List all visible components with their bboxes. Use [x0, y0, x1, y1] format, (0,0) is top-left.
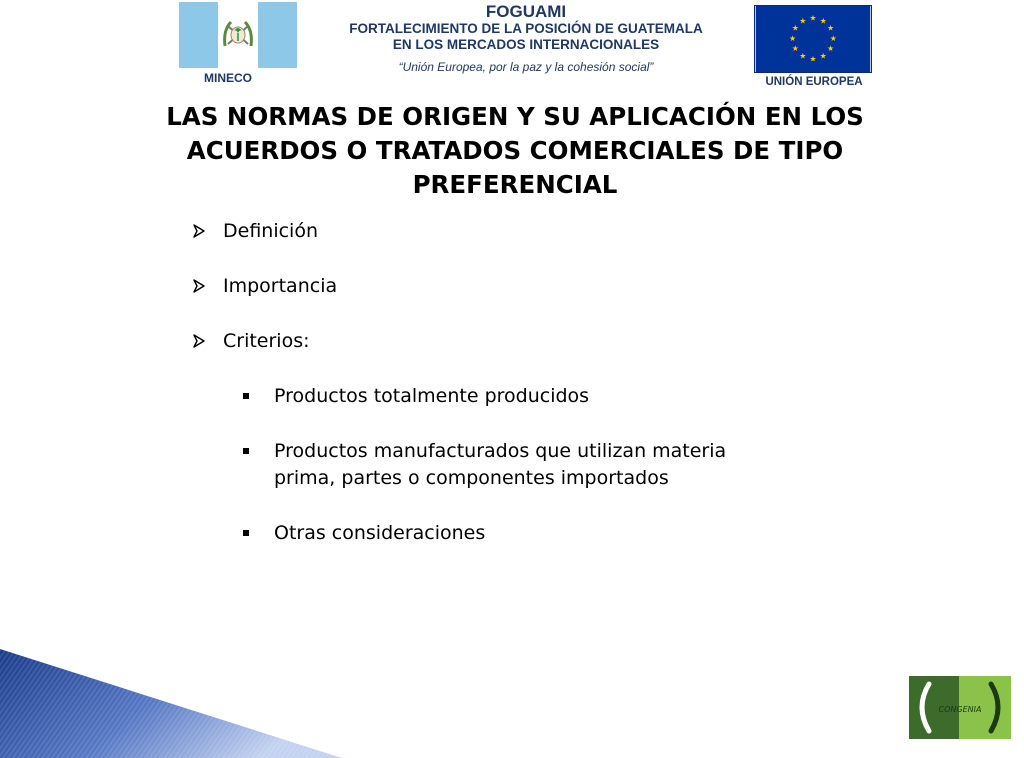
sub-bullet-text: Productos totalmente producidos [274, 385, 590, 407]
foguami-line-2: EN LOS MERCADOS INTERNACIONALES [392, 37, 660, 52]
logo-text: CONGENIA [938, 705, 982, 714]
svg-text:★: ★ [827, 44, 835, 54]
svg-text:★: ★ [819, 16, 827, 26]
arrow-bullet-icon [192, 334, 206, 348]
svg-text:★: ★ [791, 23, 799, 33]
foguami-motto: “Unión Europea, por la paz y la cohesión social” [398, 60, 654, 74]
sub-bullet-text: Productos manufacturados que utilizan materia prima, partes o componentes importados [274, 440, 727, 489]
eu-label: UNIÓN EUROPEA [765, 76, 863, 88]
svg-text:★: ★ [791, 44, 799, 54]
arrow-bullet-icon [192, 224, 206, 238]
sub-bullet-item [243, 520, 744, 547]
foguami-line-1: FORTALECIMIENTO DE LA POSICIÓN DE GUATEMALA [349, 21, 703, 36]
svg-text:★: ★ [829, 33, 837, 43]
slide-title: LAS NORMAS DE ORIGEN Y SU APLICACIÓN EN LOS ACUERDOS O TRATADOS COMERCIALES DE TIPO PREFERENCIAL [166, 102, 864, 199]
congenia-logo [909, 676, 1011, 739]
sub-bullet-item [243, 383, 744, 410]
decorative-wedge [0, 649, 342, 758]
logo-brackets-icon [909, 676, 1011, 739]
bullet-text: Criterios: [223, 330, 310, 352]
svg-text:★: ★ [799, 16, 807, 26]
svg-text:★: ★ [809, 54, 817, 64]
sub-bullet-text: Otras consideraciones [274, 522, 486, 544]
square-bullet-icon [243, 448, 249, 454]
bullet-item [192, 328, 752, 355]
bullet-item [192, 273, 752, 300]
flag-stripe-right [258, 2, 297, 68]
svg-text:★: ★ [827, 23, 835, 33]
svg-text:★: ★ [819, 51, 827, 61]
svg-text:★: ★ [799, 51, 807, 61]
bullet-item [192, 218, 752, 245]
foguami-title: FOGUAMI [485, 2, 567, 21]
bullet-text: Definición [223, 220, 318, 242]
svg-text:★: ★ [809, 13, 817, 23]
bullet-list [192, 218, 752, 575]
square-bullet-icon [243, 530, 249, 536]
svg-text:★: ★ [789, 33, 797, 43]
arrow-bullet-icon [192, 279, 206, 293]
flag-center [218, 2, 258, 68]
foguami-header [306, 2, 746, 75]
mineco-label: MINECO [204, 71, 252, 85]
square-bullet-icon [243, 393, 249, 399]
flag-stripe-left [179, 2, 218, 68]
bullet-text: Importancia [223, 275, 338, 297]
guatemala-flag-logo [179, 2, 297, 68]
coat-of-arms-icon [221, 16, 255, 54]
eu-flag-logo [754, 5, 872, 73]
sub-bullet-item [243, 438, 744, 492]
